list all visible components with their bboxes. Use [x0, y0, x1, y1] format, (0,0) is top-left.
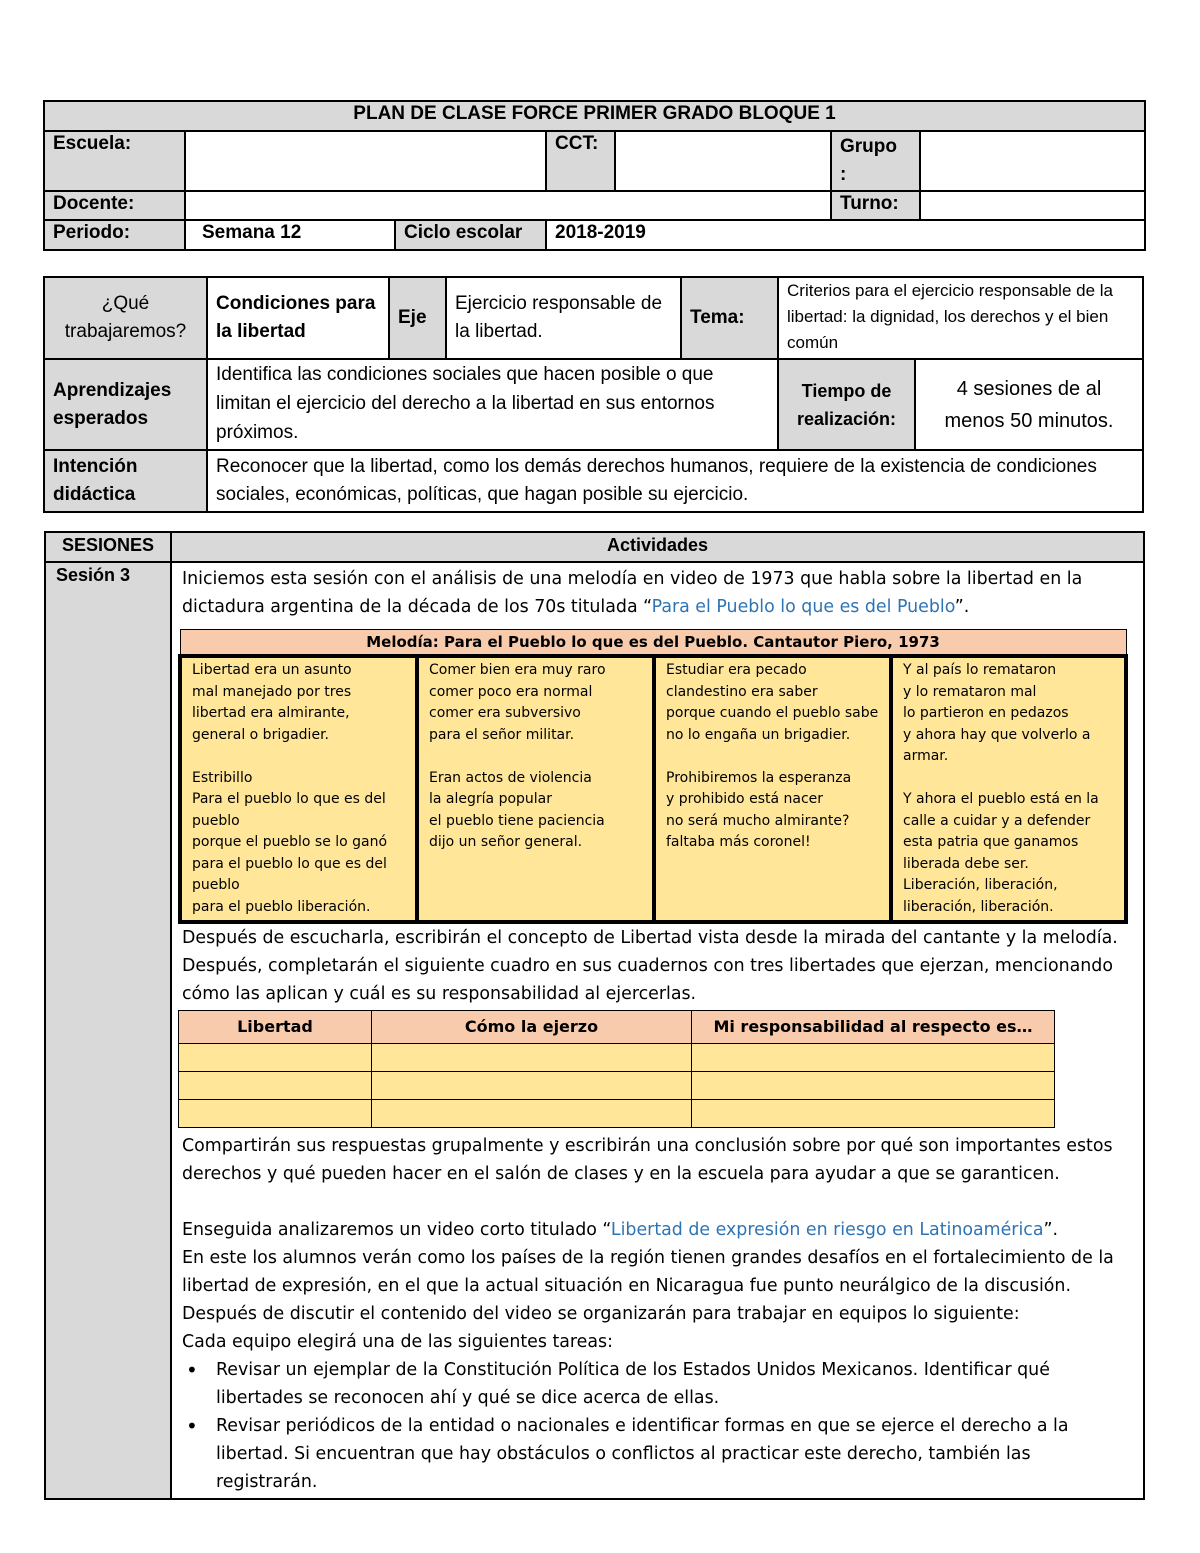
turno-field[interactable] [920, 191, 1145, 220]
tiempo-label: Tiempo de realización: [778, 359, 915, 450]
cada-equipo-paragraph: Cada equipo elegirá una de las siguientes tareas: [182, 1332, 613, 1352]
verse-4: Y al país lo remataron y lo remataron mal lo partieron en pedazos y ahora hay que volverlo a armar. Y ahora el pueblo está en la calle a cuidar y a defender esta patria que ganamos liberada debe ser. Liberación, liberación, liberación, liberación. [891, 656, 1126, 922]
que-label: ¿Qué trabajaremos? [44, 277, 207, 359]
tema-value: Criterios para el ejercicio responsable de la libertad: la dignidad, los derechos y el bien común [778, 277, 1143, 359]
despues-paragraph: Después de discutir el contenido del video se organizarán para trabajar en equipos lo siguiente: [182, 1304, 1020, 1324]
session-label: Sesión 3 [45, 562, 171, 1499]
verse-2: Comer bien era muy raro comer poco era normal comer era subversivo para el señor militar. Eran actos de violencia la alegría popular el pueblo tiene paciencia dijo un señor general. [417, 656, 654, 922]
eje-label: Eje [389, 277, 446, 359]
after-paragraph-1: Después de escucharla, escribirán el concepto de Libertad vista desde la mirada del cantante y la melodía. [182, 928, 1118, 948]
intencion-value: Reconocer que la libertad, como los demás derechos humanos, requiere de la existencia de condiciones sociales, económicas, políticas, que hagan posible su ejercicio. [207, 450, 1143, 512]
eje-value: Ejercicio responsable de la libertad. [446, 277, 681, 359]
after-paragraph-2: Después, completarán el siguiente cuadro en sus cuadernos con tres libertades que ejerzan, mencionando cómo las aplican y cuál es su responsabilidad al ejercerlas. [182, 956, 1113, 1004]
table-row [179, 1072, 1055, 1100]
ciclo-label: Ciclo escolar [395, 220, 546, 250]
compartiran-paragraph: Compartirán sus respuestas grupalmente y escribirán una conclusión sobre por qué son importantes estos derechos y qué pueden hacer en el salón de clases y en la escuela para ayudar a que se garanticen. [182, 1136, 1113, 1184]
periodo-value: Semana 12 [185, 220, 395, 250]
alumnos-paragraph: En este los alumnos verán como los países de la región tienen grandes desafíos en el fortalecimiento de la libertad de expresión, en el que la actual situación en Nicaragua fue punto neurálgico de la discusión. [182, 1248, 1114, 1296]
libertad-table [178, 1010, 1055, 1128]
table-row [179, 1044, 1055, 1072]
melody-video-link[interactable]: Para el Pueblo lo que es del Pueblo [651, 597, 955, 617]
list-item: • Revisar periódicos de la entidad o nacionales e identificar formas en que se ejerce el derecho a la libertad. Si encuentran que hay obstáculos o conflictos al practicar este derecho, también las registrarán. [216, 1412, 1133, 1496]
docente-field[interactable] [185, 191, 831, 220]
escuela-label: Escuela: [44, 131, 185, 191]
aprendizajes-label: Aprendizajes esperados [44, 359, 207, 450]
video-link[interactable]: Libertad de expresión en riesgo en Latinoamérica [610, 1220, 1044, 1240]
task-list [182, 1356, 1133, 1496]
video-paragraph: Enseguida analizaremos un video corto titulado “Libertad de expresión en riesgo en Latinoamérica”. [182, 1220, 1059, 1240]
intro-paragraph: Iniciemos esta sesión con el análisis de una melodía en video de 1973 que habla sobre la libertad en la dictadura argentina de la década de los 70s titulada “Para el Pueblo lo que es del Pueblo”. [182, 569, 1083, 617]
cct-field[interactable] [615, 131, 831, 191]
sessions-table [44, 531, 1145, 1500]
lib-header-libertad: Libertad [179, 1011, 372, 1044]
verse-1: Libertad era un asunto mal manejado por tres libertad era almirante, general o brigadier. Estribillo Para el pueblo lo que es del pueblo porque el pueblo se lo ganó para el pueblo lo que es del pueblo para el pueblo liberación. [180, 656, 417, 922]
melody-title: Melodía: Para el Pueblo lo que es del Pueblo. Cantautor Piero, 1973 [180, 630, 1126, 657]
lib-header-como: Cómo la ejerzo [372, 1011, 692, 1044]
que-value: Condiciones para la libertad [207, 277, 389, 359]
tema-label: Tema: [681, 277, 778, 359]
table-row [179, 1100, 1055, 1128]
header-table [43, 100, 1146, 251]
turno-label: Turno: [831, 191, 920, 220]
cct-label: CCT: [546, 131, 615, 191]
sesiones-header: SESIONES [45, 532, 171, 562]
docente-label: Docente: [44, 191, 185, 220]
ciclo-value: 2018-2019 [546, 220, 1145, 250]
lib-header-responsabilidad: Mi responsabilidad al respecto es… [692, 1011, 1055, 1044]
tiempo-value: 4 sesiones de al menos 50 minutos. [915, 359, 1143, 450]
verse-3: Estudiar era pecado clandestino era saber porque cuando el pueblo sabe no lo engaña un brigadier. Prohibiremos la esperanza y prohibido está nacer no será mucho almirante? faltaba más coronel! [654, 656, 891, 922]
list-item: • Revisar un ejemplar de la Constitución Política de los Estados Unidos Mexicanos. Identificar qué libertades se reconocen ahí y qué se dice acerca de ellas. [216, 1356, 1133, 1412]
grupo-label: Grupo : [831, 131, 920, 191]
plan-table [43, 276, 1144, 513]
melody-table [178, 629, 1128, 924]
aprendizajes-value: Identifica las condiciones sociales que hacen posible o que limitan el ejercicio del derecho a la libertad en sus entornos próximos. [207, 359, 778, 450]
actividades-header: Actividades [171, 532, 1144, 562]
intencion-label: Intención didáctica [44, 450, 207, 512]
activities-cell [171, 562, 1144, 1499]
escuela-field[interactable] [185, 131, 546, 191]
plan-title: PLAN DE CLASE FORCE PRIMER GRADO BLOQUE 1 [44, 101, 1145, 131]
periodo-label: Periodo: [44, 220, 185, 250]
grupo-field[interactable] [920, 131, 1145, 191]
